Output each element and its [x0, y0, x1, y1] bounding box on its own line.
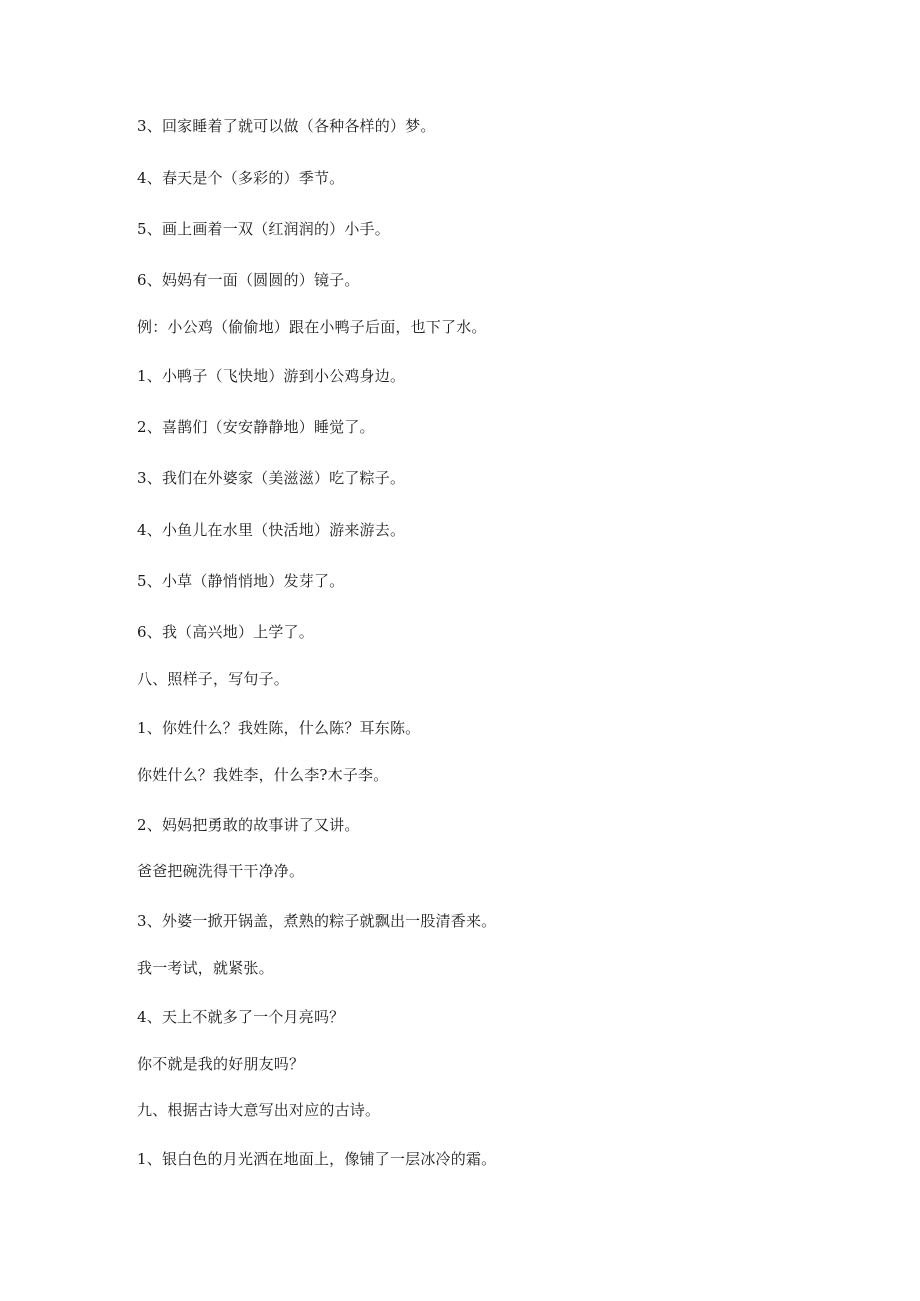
text-line: 4、小鱼儿在水里（快活地）游来游去。	[137, 521, 406, 539]
text-line: 我一考试，就紧张。	[137, 959, 274, 977]
text-line: 例：小公鸡（偷偷地）跟在小鸭子后面，也下了水。	[137, 318, 487, 336]
text-line: 2、喜鹊们（安安静静地）睡觉了。	[137, 418, 375, 436]
text-line: 2、妈妈把勇敢的故事讲了又讲。	[137, 816, 360, 834]
text-line: 你不就是我的好朋友吗？	[137, 1055, 305, 1073]
text-line: 5、小草（静悄悄地）发芽了。	[137, 572, 345, 590]
text-line: 爸爸把碗洗得干干净净。	[137, 862, 305, 880]
text-line: 你姓什么？我姓李，什么李?木子李。	[137, 766, 389, 784]
text-line: 1、小鸭子（飞快地）游到小公鸡身边。	[137, 367, 406, 385]
text-line: 4、天上不就多了一个月亮吗？	[137, 1008, 345, 1026]
text-line: 3、我们在外婆家（美滋滋）吃了粽子。	[137, 469, 406, 487]
text-line: 6、我（高兴地）上学了。	[137, 623, 314, 641]
text-line: 3、回家睡着了就可以做（各种各样的）梦。	[137, 117, 436, 135]
text-line: 4、春天是个（多彩的）季节。	[137, 169, 345, 187]
text-line: 1、银白色的月光洒在地面上，像铺了一层冰冷的霜。	[137, 1150, 497, 1168]
section-heading: 八、照样子，写句子。	[137, 670, 290, 688]
section-heading: 九、根据古诗大意写出对应的古诗。	[137, 1101, 381, 1119]
text-line: 5、画上画着一双（红润润的）小手。	[137, 220, 390, 238]
text-line: 6、妈妈有一面（圆圆的）镜子。	[137, 271, 360, 289]
text-line: 3、外婆一掀开锅盖，煮熟的粽子就飘出一股清香来。	[137, 912, 497, 930]
text-line: 1、你姓什么？我姓陈，什么陈？耳东陈。	[137, 719, 421, 737]
